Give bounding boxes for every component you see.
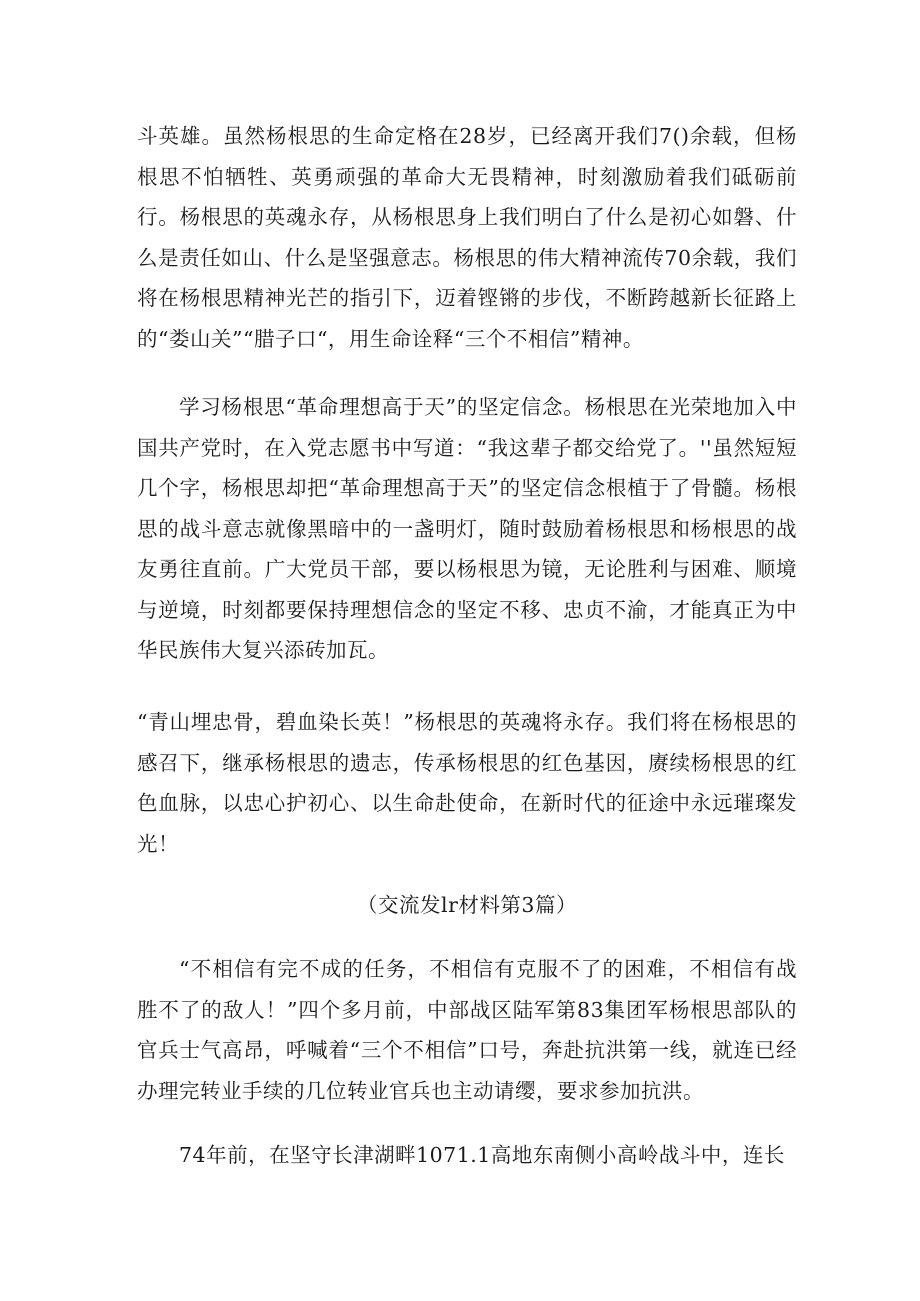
- paragraph-2: 学习杨根思“革命理想高于天”的坚定信念。杨根思在光荣地加入中国共产党时，在入党志愿书中写道：“我这辈子都交给党了。''虽然短短几个字，杨根思却把“革命理想高于天”的坚定信念根植于了骨髓。杨根思的战斗意志就像黑暗中的一盏明灯，随时鼓励着杨根思和杨根思的战友勇往直前。广大党员干部，要以杨根思为镜，无论胜利与困难、顺境与逆境，时刻都要保持理想信念的坚定不移、忠贞不渝，才能真正为中华民族伟大复兴添砖加瓦。: [137, 395, 797, 662]
- paragraph-5: 74年前，在坚守长津湖畔1071.1高地东南侧小高岭战斗中，连长: [179, 1143, 785, 1167]
- section-heading: （交流发lr材料第3篇）: [357, 893, 577, 917]
- paragraph-1: 斗英雄。虽然杨根思的生命定格在28岁，已经离开我们7()余载，但杨根思不怕牺牲、英勇顽强的革命大无畏精神，时刻激励着我们砥砺前行。杨根思的英魂永存，从杨根思身上我们明白了什么是初心如磐、什么是责任如山、什么是坚强意志。杨根思的伟大精神流传70余载，我们将在杨根思精神光芒的指引下，迈着铿锵的步伐，不断跨越新长征路上的“娄山关”“腊子口“，用生命诠释“三个不相信”精神。: [137, 124, 797, 351]
- paragraph-3: “青山埋忠骨，碧血染长英！”杨根思的英魂将永存。我们将在杨根思的感召下，继承杨根思的遗志，传承杨根思的红色基因，赓续杨根思的红色血脉，以忠心护初心、以生命赴使命，在新时代的征途中永远璀璨发光！: [137, 710, 797, 856]
- paragraph-4: “不相信有完不成的任务，不相信有克服不了的困难，不相信有战胜不了的敌人！”四个多月前，中部战区陆军第83集团军杨根思部队的官兵士气高昂，呼喊着“三个不相信”口号，奔赴抗洪第一线，就连已经办理完转业手续的几位转业官兵也主动请缨，要求参加抗洪。: [137, 957, 797, 1103]
